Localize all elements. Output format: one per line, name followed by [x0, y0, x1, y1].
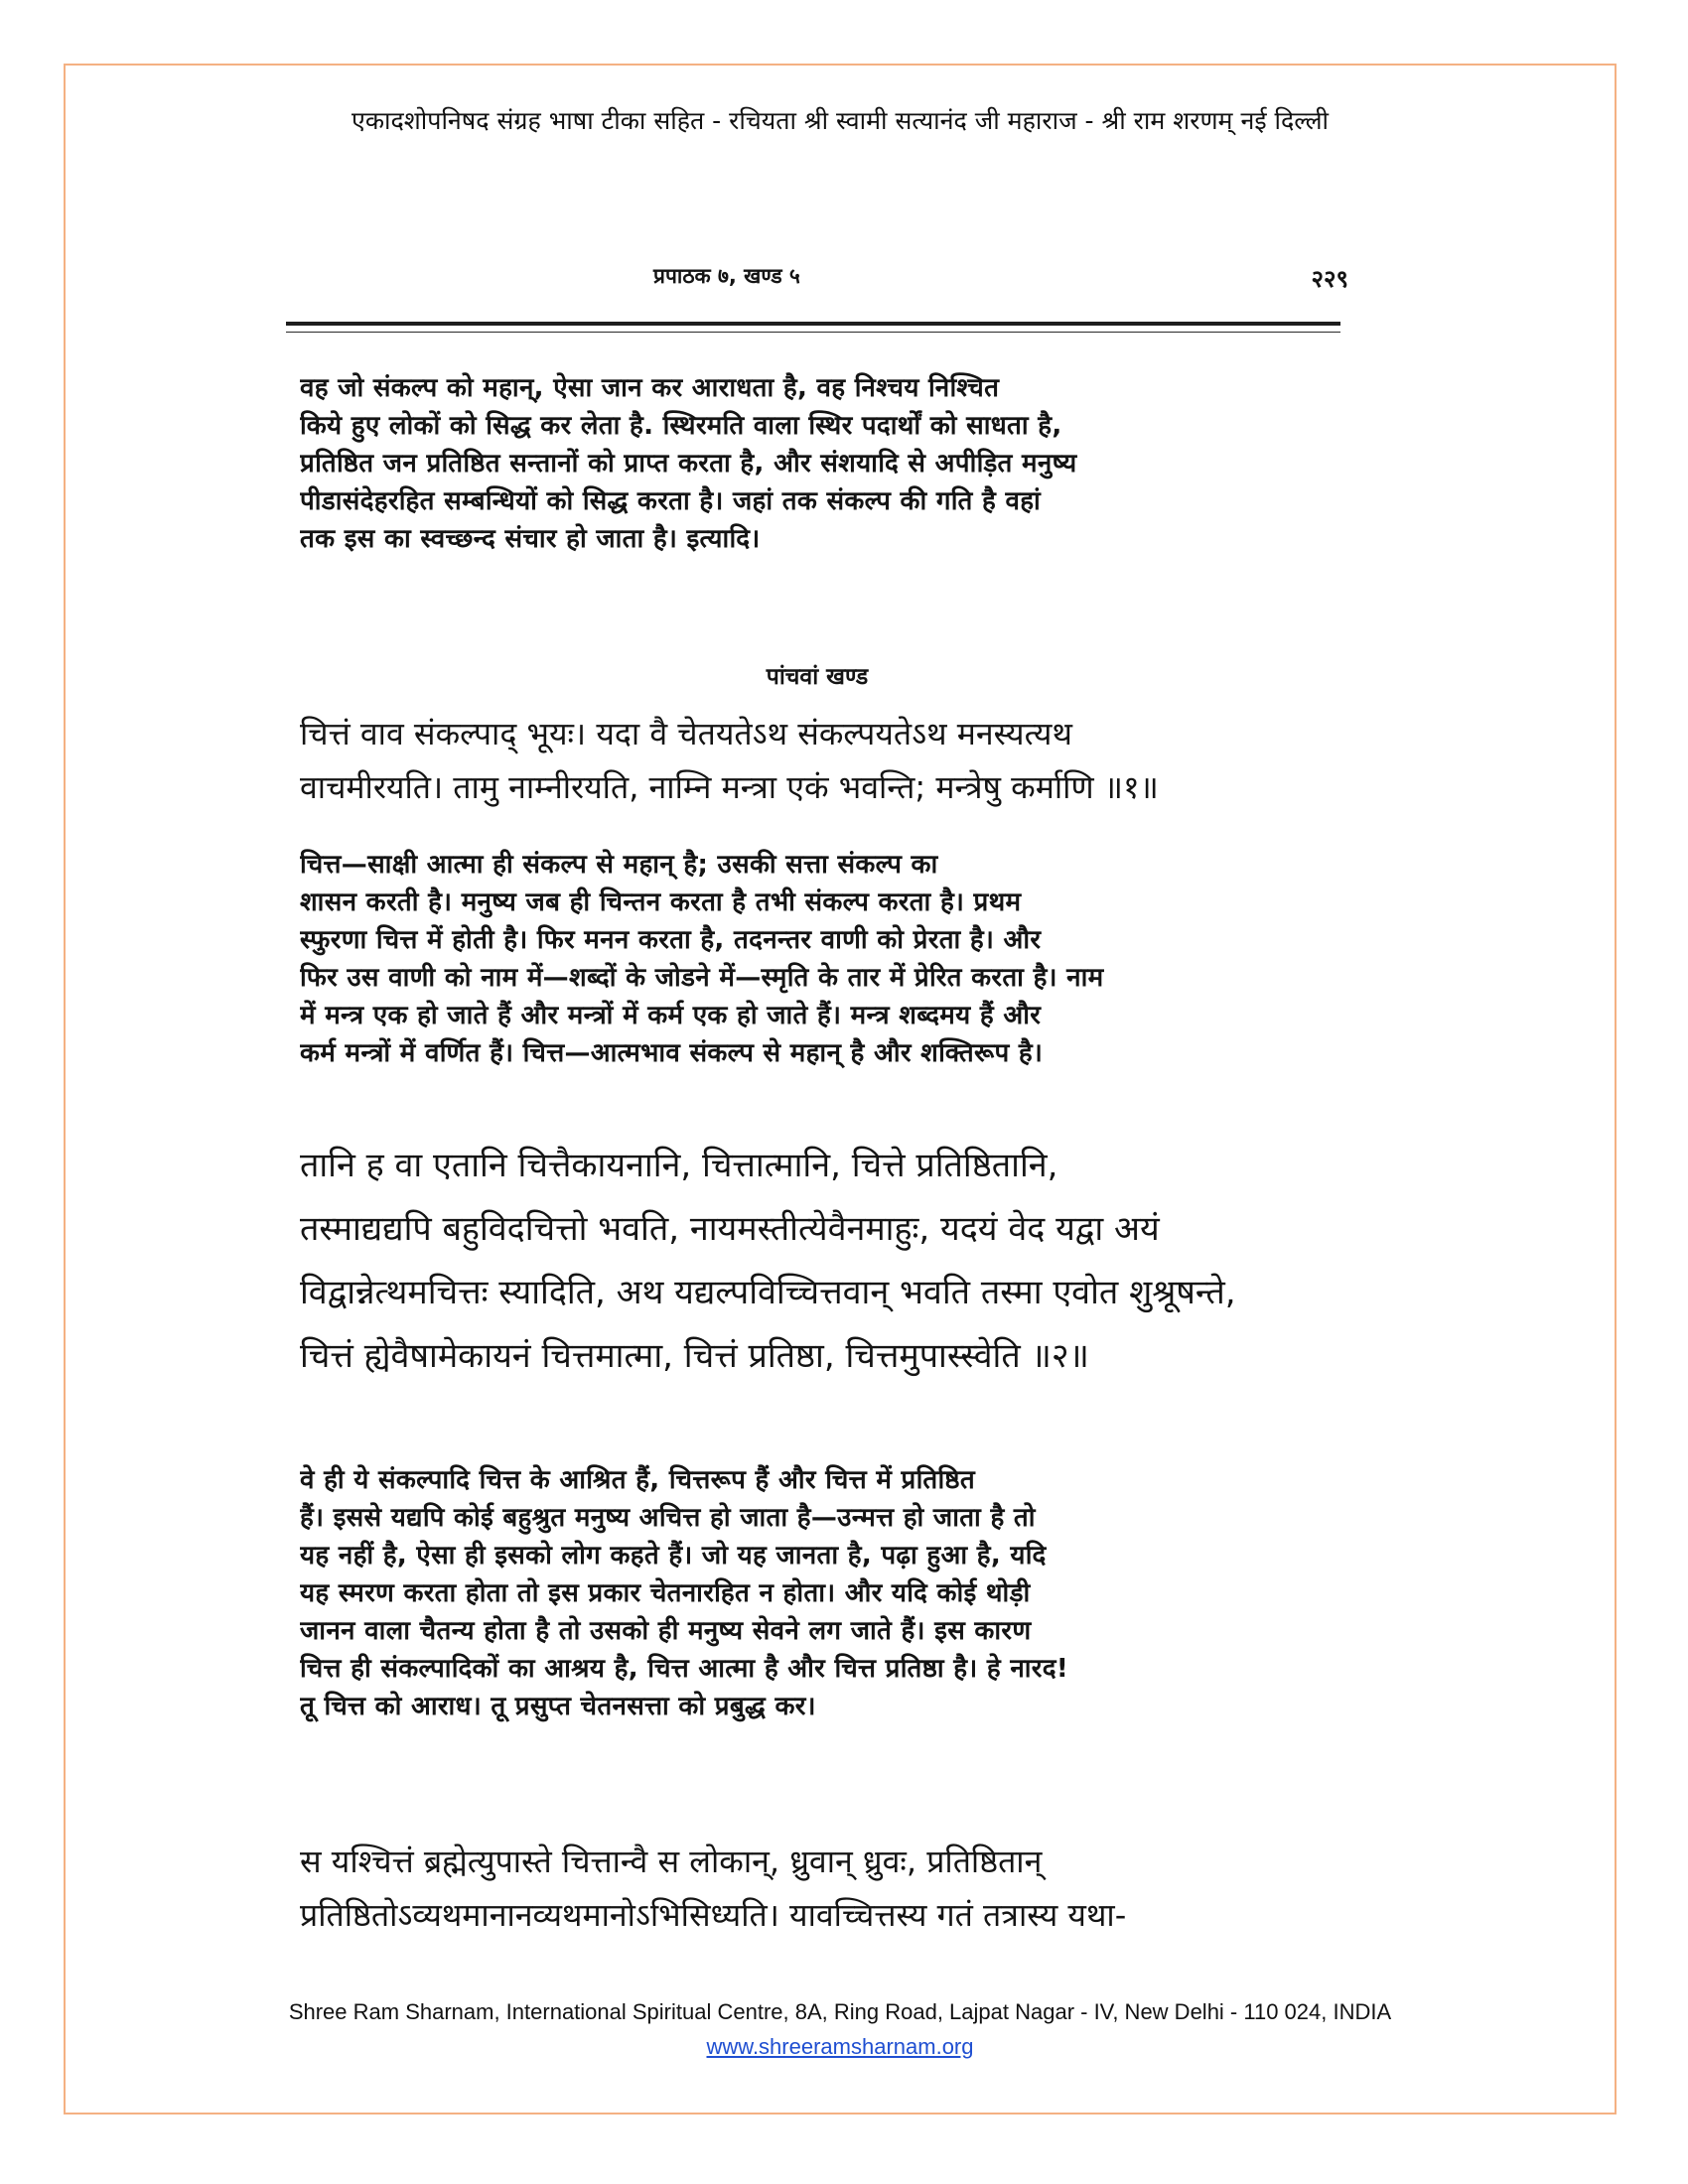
commentary-line: जानन वाला चैतन्य होता है तो उसको ही मनुष्य सेवने लग जाते हैं। इस कारण — [300, 1616, 1032, 1646]
commentary-line: वे ही ये संकल्पादि चित्त के आश्रित हैं, चित्तरूप हैं और चित्त में प्रतिष्ठित — [300, 1465, 975, 1495]
section-label: प्रपाठक ७, खण्ड ५ — [653, 264, 800, 288]
verse-line: तस्माद्यद्यपि बहुविदचित्तो भवति, नायमस्तीत्येवैनमाहुः, यदयं वेद यद्वा अयं — [300, 1209, 1160, 1249]
commentary-line: यह स्मरण करता होता तो इस प्रकार चेतनारहित न होता। और यदि कोई थोड़ी — [300, 1578, 1031, 1608]
header-rule — [286, 322, 1340, 326]
commentary-line: शासन करती है। मनुष्य जब ही चिन्तन करता है तभी संकल्प करता है। प्रथम — [300, 887, 1022, 917]
commentary-line: स्फुरणा चित्त में होती है। फिर मनन करता है, तदनन्तर वाणी को प्रेरता है। और — [300, 925, 1042, 955]
commentary-line: चित्त ही संकल्पादिकों का आश्रय है, चित्त आत्मा है और चित्त प्रतिष्ठा है। हे नारद! — [300, 1654, 1069, 1684]
scanned-page — [286, 248, 1418, 1976]
sanskrit-verse-1 — [300, 707, 1342, 814]
verse-line: स यश्चित्तं ब्रह्मेत्युपास्ते चित्तान्वै स लोकान्, ध्रुवान् ध्रुवः, प्रतिष्ठितान् — [300, 1843, 1043, 1880]
verse-line: चित्तं वाव संकल्पाद् भूयः। यदा वै चेतयतेऽथ संकल्पयतेऽथ मनस्यत्यथ — [300, 715, 1072, 752]
commentary-line: तू चित्त को आराध। तू प्रसुप्त चेतनसत्ता को प्रबुद्ध कर। — [300, 1692, 816, 1721]
footer-website — [64, 2034, 1617, 2060]
sanskrit-verse-2 — [300, 1134, 1342, 1388]
commentary-paragraph-3 — [300, 1461, 1342, 1725]
page-number: २२९ — [1311, 265, 1348, 293]
commentary-line: वह जो संकल्प को महान्, ऐसा जान कर आराधता है, वह निश्चय निश्चित — [300, 373, 1000, 403]
commentary-line: किये हुए लोकों को सिद्ध कर लेता है. स्थिरमति वाला स्थिर पदार्थों को साधता है, — [300, 411, 1062, 441]
commentary-line: चित्त—साक्षी आत्मा ही संकल्प से महान् है; उसकी सत्ता संकल्प का — [300, 850, 938, 880]
verse-line: वाचमीरयति। तामु नाम्नीरयति, नाम्नि मन्त्रा एकं भवन्ति; मन्त्रेषु कर्माणि ॥१॥ — [300, 768, 1159, 806]
commentary-line: प्रतिष्ठित जन प्रतिष्ठित सन्तानों को प्राप्त करता है, और संशयादि से अपीड़ित मनुष्य — [300, 449, 1077, 478]
commentary-line: फिर उस वाणी को नाम में—शब्दों के जोडने में—स्मृति के तार में प्रेरित करता है। नाम — [300, 963, 1104, 993]
verse-line: तानि ह वा एतानि चित्तैकायनानि, चित्तात्मानि, चित्ते प्रतिष्ठितानि, — [300, 1146, 1058, 1185]
website-link[interactable]: www.shreeramsharnam.org — [706, 2034, 974, 2059]
section-heading: पांचवां खण्ड — [766, 664, 869, 690]
running-head — [286, 248, 1348, 293]
commentary-line: में मन्त्र एक हो जाते हैं और मन्त्रों में कर्म एक हो जाते हैं। मन्त्र शब्दमय हैं और — [300, 1001, 1042, 1030]
commentary-line: हैं। इससे यद्यपि कोई बहुश्रुत मनुष्य अचित्त हो जाता है—उन्मत्त हो जाता है तो — [300, 1503, 1036, 1533]
footer-address: Shree Ram Sharnam, International Spiritual Centre, 8A, Ring Road, Lajpat Nagar - IV, New Delhi - 110 024, INDIA — [288, 1999, 1392, 2024]
verse-line: चित्तं ह्येवैषामेकायनं चित्तमात्मा, चित्तं प्रतिष्ठा, चित्तमुपास्स्वेति ॥२॥ — [300, 1336, 1089, 1376]
commentary-line: कर्म मन्त्रों में वर्णित हैं। चित्त—आत्मभाव संकल्प से महान् है और शक्तिरूप है। — [300, 1038, 1044, 1068]
commentary-paragraph-2 — [300, 846, 1342, 1072]
commentary-line: यह नहीं है, ऐसा ही इसको लोग कहते हैं। जो यह जानता है, पढ़ा हुआ है, यदि — [300, 1541, 1047, 1570]
commentary-line: पीडासंदेहरहित सम्बन्धियों को सिद्ध करता है। जहां तक संकल्प की गति है वहां — [300, 486, 1042, 516]
header-rule-thin — [286, 332, 1340, 333]
document-header: एकादशोपनिषद संग्रह भाषा टीका सहित - रचियता श्री स्वामी सत्यानंद जी महाराज - श्री राम शरणम् नई दिल्ली — [352, 106, 1329, 135]
sanskrit-verse-3 — [300, 1835, 1342, 1942]
commentary-line: तक इस का स्वच्छन्द संचार हो जाता है। इत्यादि। — [300, 524, 761, 554]
verse-line: विद्वान्नेत्थमचित्तः स्यादिति, अथ यद्यल्पविच्चित्तवान् भवति तस्मा एवोत शुश्रूषन्ते, — [300, 1273, 1236, 1312]
commentary-paragraph-1 — [300, 369, 1342, 558]
verse-line: प्रतिष्ठितोऽव्यथमानानव्यथमानोऽभिसिध्यति। यावच्चित्तस्य गतं तत्रास्य यथा- — [300, 1896, 1127, 1934]
